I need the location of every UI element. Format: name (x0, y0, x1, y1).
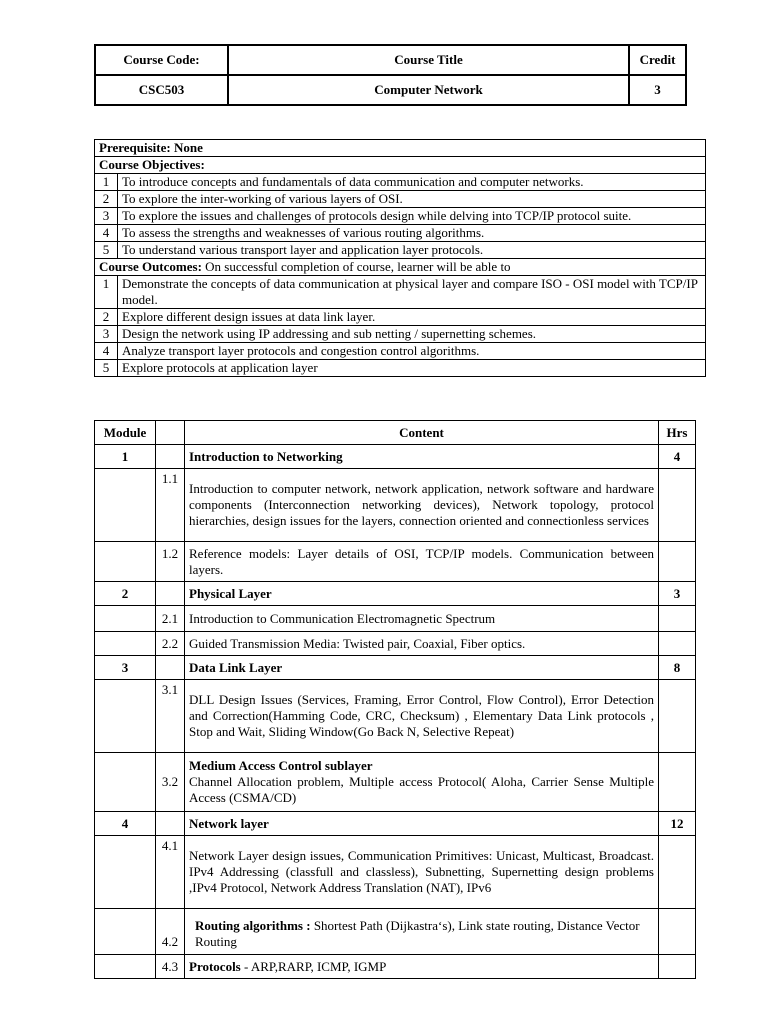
module-number-empty (95, 632, 156, 656)
submodule-content: Introduction to Communication Electromagnetic Spectrum (185, 606, 659, 632)
submodule-number: 2.2 (156, 632, 185, 656)
submodule-heading: Protocols (189, 958, 241, 974)
outcomes-heading: Course Outcomes: (99, 259, 202, 274)
outcome-row (95, 360, 706, 377)
submodule-number: 3.2 (156, 753, 185, 812)
module-title: Network layer (185, 812, 659, 836)
module-hours: 4 (659, 445, 696, 469)
objective-row (95, 191, 706, 208)
module-number-empty (95, 606, 156, 632)
submodule-row (95, 680, 696, 753)
objective-text: To introduce concepts and fundamentals of data communication and computer networks. (118, 174, 706, 191)
submodule-heading: Medium Access Control sublayer (189, 758, 373, 773)
prerequisite-row (95, 140, 706, 157)
course-title-label: Course Title (228, 45, 629, 75)
module-number: 3 (95, 656, 156, 680)
submodule-number: 2.1 (156, 606, 185, 632)
submodule-hours-empty (659, 955, 696, 979)
module-row (95, 656, 696, 680)
objective-number: 3 (95, 208, 118, 225)
outcomes-heading-cell (95, 259, 706, 276)
submodule-content: Reference models: Layer details of OSI, TCP/IP models. Communication between layers. (185, 542, 659, 582)
sub-number-empty (156, 656, 185, 680)
objective-row (95, 174, 706, 191)
outcome-number: 1 (95, 276, 118, 309)
submodule-content: Channel Allocation problem, Multiple access Protocol( Aloha, Carrier Sense Multiple Access (CSMA/CD) (189, 774, 654, 805)
outcome-text: Design the network using IP addressing and sub netting / supernetting schemes. (118, 326, 706, 343)
header-label-row (95, 45, 686, 75)
outcomes-heading-row (95, 259, 706, 276)
submodule-row (95, 909, 696, 955)
course-code-value: CSC503 (95, 75, 228, 105)
submodule-row (95, 632, 696, 656)
submodule-hours-empty (659, 542, 696, 582)
module-number: 2 (95, 582, 156, 606)
module-hours: 12 (659, 812, 696, 836)
submodule-heading: Routing algorithms : (195, 917, 311, 933)
submodule-number: 4.3 (156, 955, 185, 979)
credit-label: Credit (629, 45, 686, 75)
outcome-text: Analyze transport layer protocols and congestion control algorithms. (118, 343, 706, 360)
sub-number-empty (156, 582, 185, 606)
submodule-row (95, 542, 696, 582)
module-title: Data Link Layer (185, 656, 659, 680)
submodule-content: DLL Design Issues (Services, Framing, Error Control, Flow Control), Error Detection and Correction(Hamming Code, CRC, Checksum) , Elementary Data Link protocols , Stop and Wait, Sliding Window(Go Back N, Selective Repeat) (185, 680, 659, 753)
module-number-empty (95, 955, 156, 979)
submodule-content-cell (185, 955, 659, 979)
submodule-hours-empty (659, 909, 696, 955)
outcome-number: 2 (95, 309, 118, 326)
objectives-heading: Course Objectives: (95, 157, 706, 174)
outcome-text: Explore protocols at application layer (118, 360, 706, 377)
module-row (95, 812, 696, 836)
outcome-text: Demonstrate the concepts of data communication at physical layer and compare ISO - OSI model with TCP/IP model. (118, 276, 706, 309)
sub-number-empty (156, 812, 185, 836)
submodule-hours-empty (659, 632, 696, 656)
submodule-row (95, 836, 696, 909)
submodule-hours-empty (659, 836, 696, 909)
submodule-number: 1.1 (156, 469, 185, 542)
submodule-content: Network Layer design issues, Communication Primitives: Unicast, Multicast, Broadcast. IPv4 Addressing (classfull and classless), Subnetting, Supernetting design problems ,IPv4 Protocol, Network Address Translation (NAT), IPv6 (185, 836, 659, 909)
module-number-empty (95, 469, 156, 542)
submodule-hours-empty (659, 753, 696, 812)
sub-number-empty (156, 445, 185, 469)
submodule-content-cell (185, 753, 659, 812)
outcome-text: Explore different design issues at data link layer. (118, 309, 706, 326)
submodule-row (95, 606, 696, 632)
submodule-content: - ARP,RARP, ICMP, IGMP (240, 958, 387, 974)
module-number-empty (95, 542, 156, 582)
module-row (95, 445, 696, 469)
header-value-row (95, 75, 686, 105)
sub-column-header (156, 421, 185, 445)
objective-row (95, 242, 706, 259)
credit-value: 3 (629, 75, 686, 105)
module-hours: 3 (659, 582, 696, 606)
objective-number: 2 (95, 191, 118, 208)
submodule-row (95, 955, 696, 979)
course-header-table (94, 44, 687, 106)
submodule-number: 1.2 (156, 542, 185, 582)
prerequisite-text: Prerequisite: None (95, 140, 706, 157)
submodule-hours-empty (659, 469, 696, 542)
submodule-row (95, 469, 696, 542)
module-number-empty (95, 753, 156, 812)
submodule-content: Introduction to computer network, network application, network software and hardware components (Interconnection networking devices), Network topology, protocol hierarchies, design issues for the layers, connection oriented and connectionless services (185, 469, 659, 542)
submodule-number: 4.1 (156, 836, 185, 909)
objective-number: 5 (95, 242, 118, 259)
outcome-row (95, 276, 706, 309)
objective-text: To explore the issues and challenges of protocols design while delving into TCP/IP protocol suite. (118, 208, 706, 225)
module-number-empty (95, 680, 156, 753)
outcome-row (95, 326, 706, 343)
module-number: 4 (95, 812, 156, 836)
objective-text: To understand various transport layer and application layer protocols. (118, 242, 706, 259)
submodule-content: Guided Transmission Media: Twisted pair, Coaxial, Fiber optics. (185, 632, 659, 656)
outcome-row (95, 309, 706, 326)
objectives-outcomes-table (94, 139, 706, 377)
outcome-number: 4 (95, 343, 118, 360)
module-hours: 8 (659, 656, 696, 680)
outcome-number: 3 (95, 326, 118, 343)
submodule-content: Shortest Path (Dijkastra‘s), Link state routing, Distance Vector Routing (195, 917, 640, 949)
submodule-row (95, 753, 696, 812)
objective-number: 4 (95, 225, 118, 242)
objectives-heading-row (95, 157, 706, 174)
outcomes-intro: On successful completion of course, learner will be able to (201, 259, 511, 274)
submodule-content-cell (185, 909, 659, 955)
objective-text: To explore the inter-working of various layers of OSI. (118, 191, 706, 208)
objective-number: 1 (95, 174, 118, 191)
module-number: 1 (95, 445, 156, 469)
course-title-value: Computer Network (228, 75, 629, 105)
objective-row (95, 208, 706, 225)
module-number-empty (95, 909, 156, 955)
objective-text: To assess the strengths and weaknesses of various routing algorithms. (118, 225, 706, 242)
outcome-number: 5 (95, 360, 118, 377)
submodule-hours-empty (659, 606, 696, 632)
module-title: Introduction to Networking (185, 445, 659, 469)
submodule-number: 4.2 (156, 909, 185, 955)
module-row (95, 582, 696, 606)
course-code-label: Course Code: (95, 45, 228, 75)
module-number-empty (95, 836, 156, 909)
module-column-header: Module (95, 421, 156, 445)
submodule-number: 3.1 (156, 680, 185, 753)
hrs-column-header: Hrs (659, 421, 696, 445)
modules-table (94, 420, 696, 979)
outcome-row (95, 343, 706, 360)
module-title: Physical Layer (185, 582, 659, 606)
objective-row (95, 225, 706, 242)
submodule-hours-empty (659, 680, 696, 753)
content-column-header: Content (185, 421, 659, 445)
modules-header-row (95, 421, 696, 445)
